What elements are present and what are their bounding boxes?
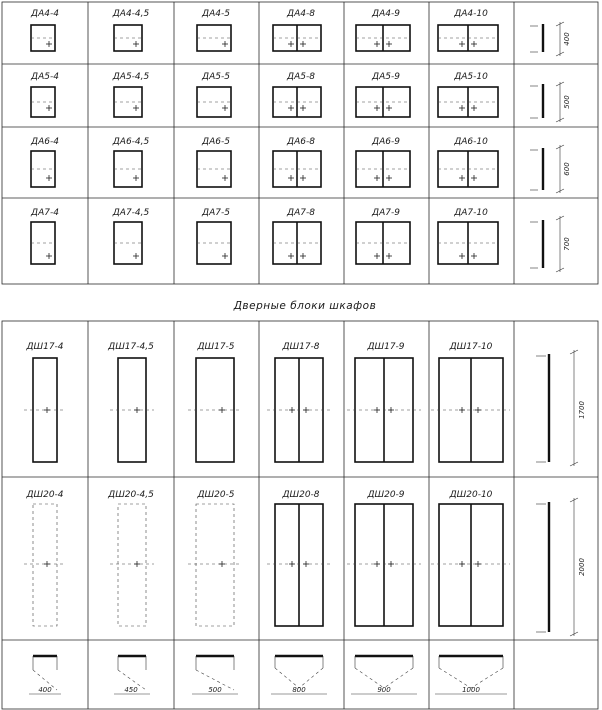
plan-view <box>435 656 507 694</box>
dimension-label: 1700 <box>578 401 586 419</box>
double-door-elevation <box>438 151 498 187</box>
dimension-label: 450 <box>124 686 138 694</box>
top-side-sections <box>530 22 571 272</box>
cell-label: ДА6-5 <box>202 137 230 147</box>
cell-label: ДШ20-8 <box>282 490 320 500</box>
door-elevation <box>197 222 231 264</box>
door-elevation <box>197 151 231 187</box>
dimension-label: 500 <box>563 95 571 109</box>
side-section <box>530 22 571 56</box>
cell-label: ДШ20-10 <box>449 490 493 500</box>
cell-label: ДА5-4,5 <box>112 72 150 82</box>
cell-label: ДА4-5 <box>202 9 230 19</box>
cell-label: ДШ17-4,5 <box>108 342 154 352</box>
cell-label: ДШ17-8 <box>282 342 320 352</box>
door-elevation <box>197 87 231 117</box>
side-section <box>530 216 571 272</box>
cell-label: ДА5-5 <box>202 72 230 82</box>
double-door-elevation <box>273 87 321 117</box>
cell-label: ДШ17-10 <box>449 342 493 352</box>
dimension-label: 2000 <box>578 558 586 576</box>
double-door-elevation <box>273 25 321 51</box>
door-elevation <box>31 222 55 264</box>
cell-label: ДА7-9 <box>372 208 400 218</box>
tall-double-door-elevation <box>431 358 510 462</box>
plan-view <box>192 656 238 694</box>
dimension-label: 600 <box>563 162 571 176</box>
tall-double-door-elevation <box>431 504 510 626</box>
bottom-side-sections <box>536 350 586 636</box>
double-door-elevation <box>438 25 498 51</box>
door-elevation <box>114 151 142 187</box>
double-door-elevation <box>438 222 498 264</box>
plan-views <box>29 656 507 694</box>
cell-label: ДА6-8 <box>287 137 315 147</box>
plan-view <box>29 656 61 694</box>
bottom-table-grid <box>2 321 598 709</box>
cell-label: ДА6-9 <box>372 137 400 147</box>
dimension-label: 900 <box>377 686 391 694</box>
cell-label: ДШ20-4 <box>26 490 64 500</box>
tall-double-door-elevation <box>267 358 331 462</box>
top-door-drawings <box>31 25 498 264</box>
cell-label: ДА7-5 <box>202 208 230 218</box>
cell-label: ДА4-10 <box>454 9 488 19</box>
cell-label: ДА6-4 <box>31 137 59 147</box>
tall-door-elevation <box>110 504 154 626</box>
side-section <box>530 82 571 122</box>
door-elevation <box>197 25 231 51</box>
bottom-door-drawings <box>24 358 510 626</box>
double-door-elevation <box>356 151 410 187</box>
cell-label: ДШ17-4 <box>26 342 64 352</box>
cell-label: ДА4-8 <box>287 9 315 19</box>
tall-door-elevation <box>24 358 66 462</box>
cell-label: ДА4-9 <box>372 9 400 19</box>
door-elevation <box>31 25 55 51</box>
side-section <box>530 145 571 193</box>
side-section <box>536 498 586 636</box>
cell-label: ДШ17-9 <box>367 342 405 352</box>
tall-double-door-elevation <box>347 504 421 626</box>
side-section <box>536 350 586 466</box>
cell-label: ДА7-10 <box>454 208 488 218</box>
door-elevation <box>31 151 55 187</box>
cell-label: ДШ20-5 <box>197 490 235 500</box>
cell-label: ДА6-10 <box>454 137 488 147</box>
section-title: Дверные блоки шкафов <box>233 300 377 312</box>
cell-label: ДШ20-9 <box>367 490 405 500</box>
cell-label: ДШ17-5 <box>197 342 235 352</box>
cell-label: ДА4-4,5 <box>112 9 150 19</box>
dimension-label: 400 <box>563 32 571 46</box>
cell-label: ДШ20-4,5 <box>108 490 154 500</box>
door-elevation <box>31 87 55 117</box>
door-elevation <box>114 222 142 264</box>
double-door-elevation <box>273 222 321 264</box>
cell-label: ДА5-10 <box>454 72 488 82</box>
door-elevation <box>114 25 142 51</box>
double-door-elevation <box>273 151 321 187</box>
double-door-elevation <box>356 25 410 51</box>
dimension-label: 800 <box>292 686 306 694</box>
cell-label: ДА7-8 <box>287 208 315 218</box>
cell-label: ДА4-4 <box>31 9 59 19</box>
door-elevation <box>114 87 142 117</box>
cell-label: ДА7-4 <box>31 208 59 218</box>
dimension-label: 1000 <box>462 686 480 694</box>
plan-view <box>351 656 417 694</box>
cell-label: ДА7-4,5 <box>112 208 150 218</box>
tall-door-elevation <box>110 358 154 462</box>
dimension-label: 700 <box>563 237 571 251</box>
tall-door-elevation <box>188 358 242 462</box>
double-door-elevation <box>356 87 410 117</box>
double-door-elevation <box>438 87 498 117</box>
tall-double-door-elevation <box>267 504 331 626</box>
tall-door-elevation <box>24 504 66 626</box>
cell-label: ДА5-9 <box>372 72 400 82</box>
dimension-label: 400 <box>38 686 52 694</box>
cell-label: ДА5-4 <box>31 72 59 82</box>
cell-label: ДА5-8 <box>287 72 315 82</box>
plan-view <box>271 656 327 694</box>
dimension-label: 500 <box>208 686 222 694</box>
tall-double-door-elevation <box>347 358 421 462</box>
tall-door-elevation <box>188 504 242 626</box>
plan-view <box>114 656 150 694</box>
double-door-elevation <box>356 222 410 264</box>
cell-label: ДА6-4,5 <box>112 137 150 147</box>
